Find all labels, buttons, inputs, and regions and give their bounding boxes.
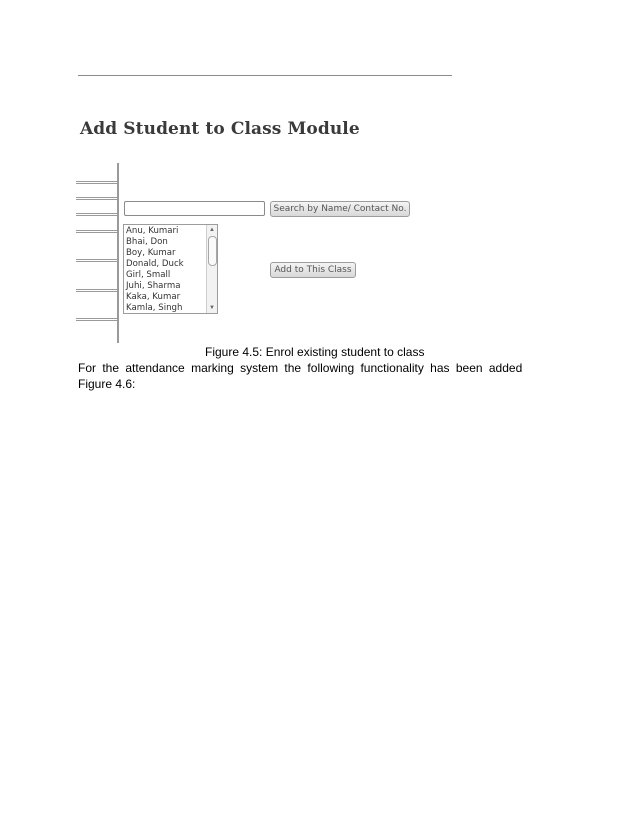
- figure-caption: Figure 4.5: Enrol existing student to class: [205, 345, 425, 359]
- student-list[interactable]: [123, 224, 218, 314]
- scroll-down-arrow-icon[interactable]: ▼: [209, 305, 215, 311]
- module-title: Add Student to Class Module: [80, 119, 360, 139]
- frame-row-line: [76, 289, 117, 292]
- body-paragraph: [78, 360, 523, 392]
- search-input[interactable]: [124, 201, 265, 216]
- top-divider: [78, 75, 452, 76]
- frame-row-line: [76, 197, 117, 200]
- frame-vertical-line: [117, 163, 119, 343]
- student-list-item[interactable]: Boy, Kumar: [126, 248, 176, 258]
- scroll-up-arrow-icon[interactable]: ▲: [209, 227, 215, 233]
- frame-row-line: [76, 259, 117, 262]
- frame-row-line: [76, 318, 117, 321]
- frame-row-line: [76, 230, 117, 233]
- student-list-item[interactable]: Donald, Duck: [126, 259, 184, 269]
- paragraph-line: Figure 4.6:: [78, 377, 136, 391]
- paragraph-line: For the attendance marking system the following functionality has been added: [78, 361, 523, 375]
- list-scrollbar[interactable]: [206, 225, 217, 313]
- search-by-name-contact-button[interactable]: Search by Name/ Contact No.: [270, 201, 410, 217]
- scrollbar-thumb[interactable]: [208, 236, 217, 266]
- student-list-item[interactable]: Bhai, Don: [126, 237, 168, 247]
- frame-row-line: [76, 213, 117, 216]
- student-list-item[interactable]: Kaka, Kumar: [126, 292, 181, 302]
- student-list-item[interactable]: Anu, Kumari: [126, 226, 179, 236]
- student-list-item[interactable]: Girl, Small: [126, 270, 171, 280]
- student-list-item[interactable]: Kamla, Singh: [126, 303, 183, 313]
- student-list-item[interactable]: Juhi, Sharma: [126, 281, 181, 291]
- left-form-frame: [76, 163, 120, 343]
- frame-row-line: [76, 181, 117, 184]
- add-to-class-button[interactable]: Add to This Class: [270, 262, 356, 278]
